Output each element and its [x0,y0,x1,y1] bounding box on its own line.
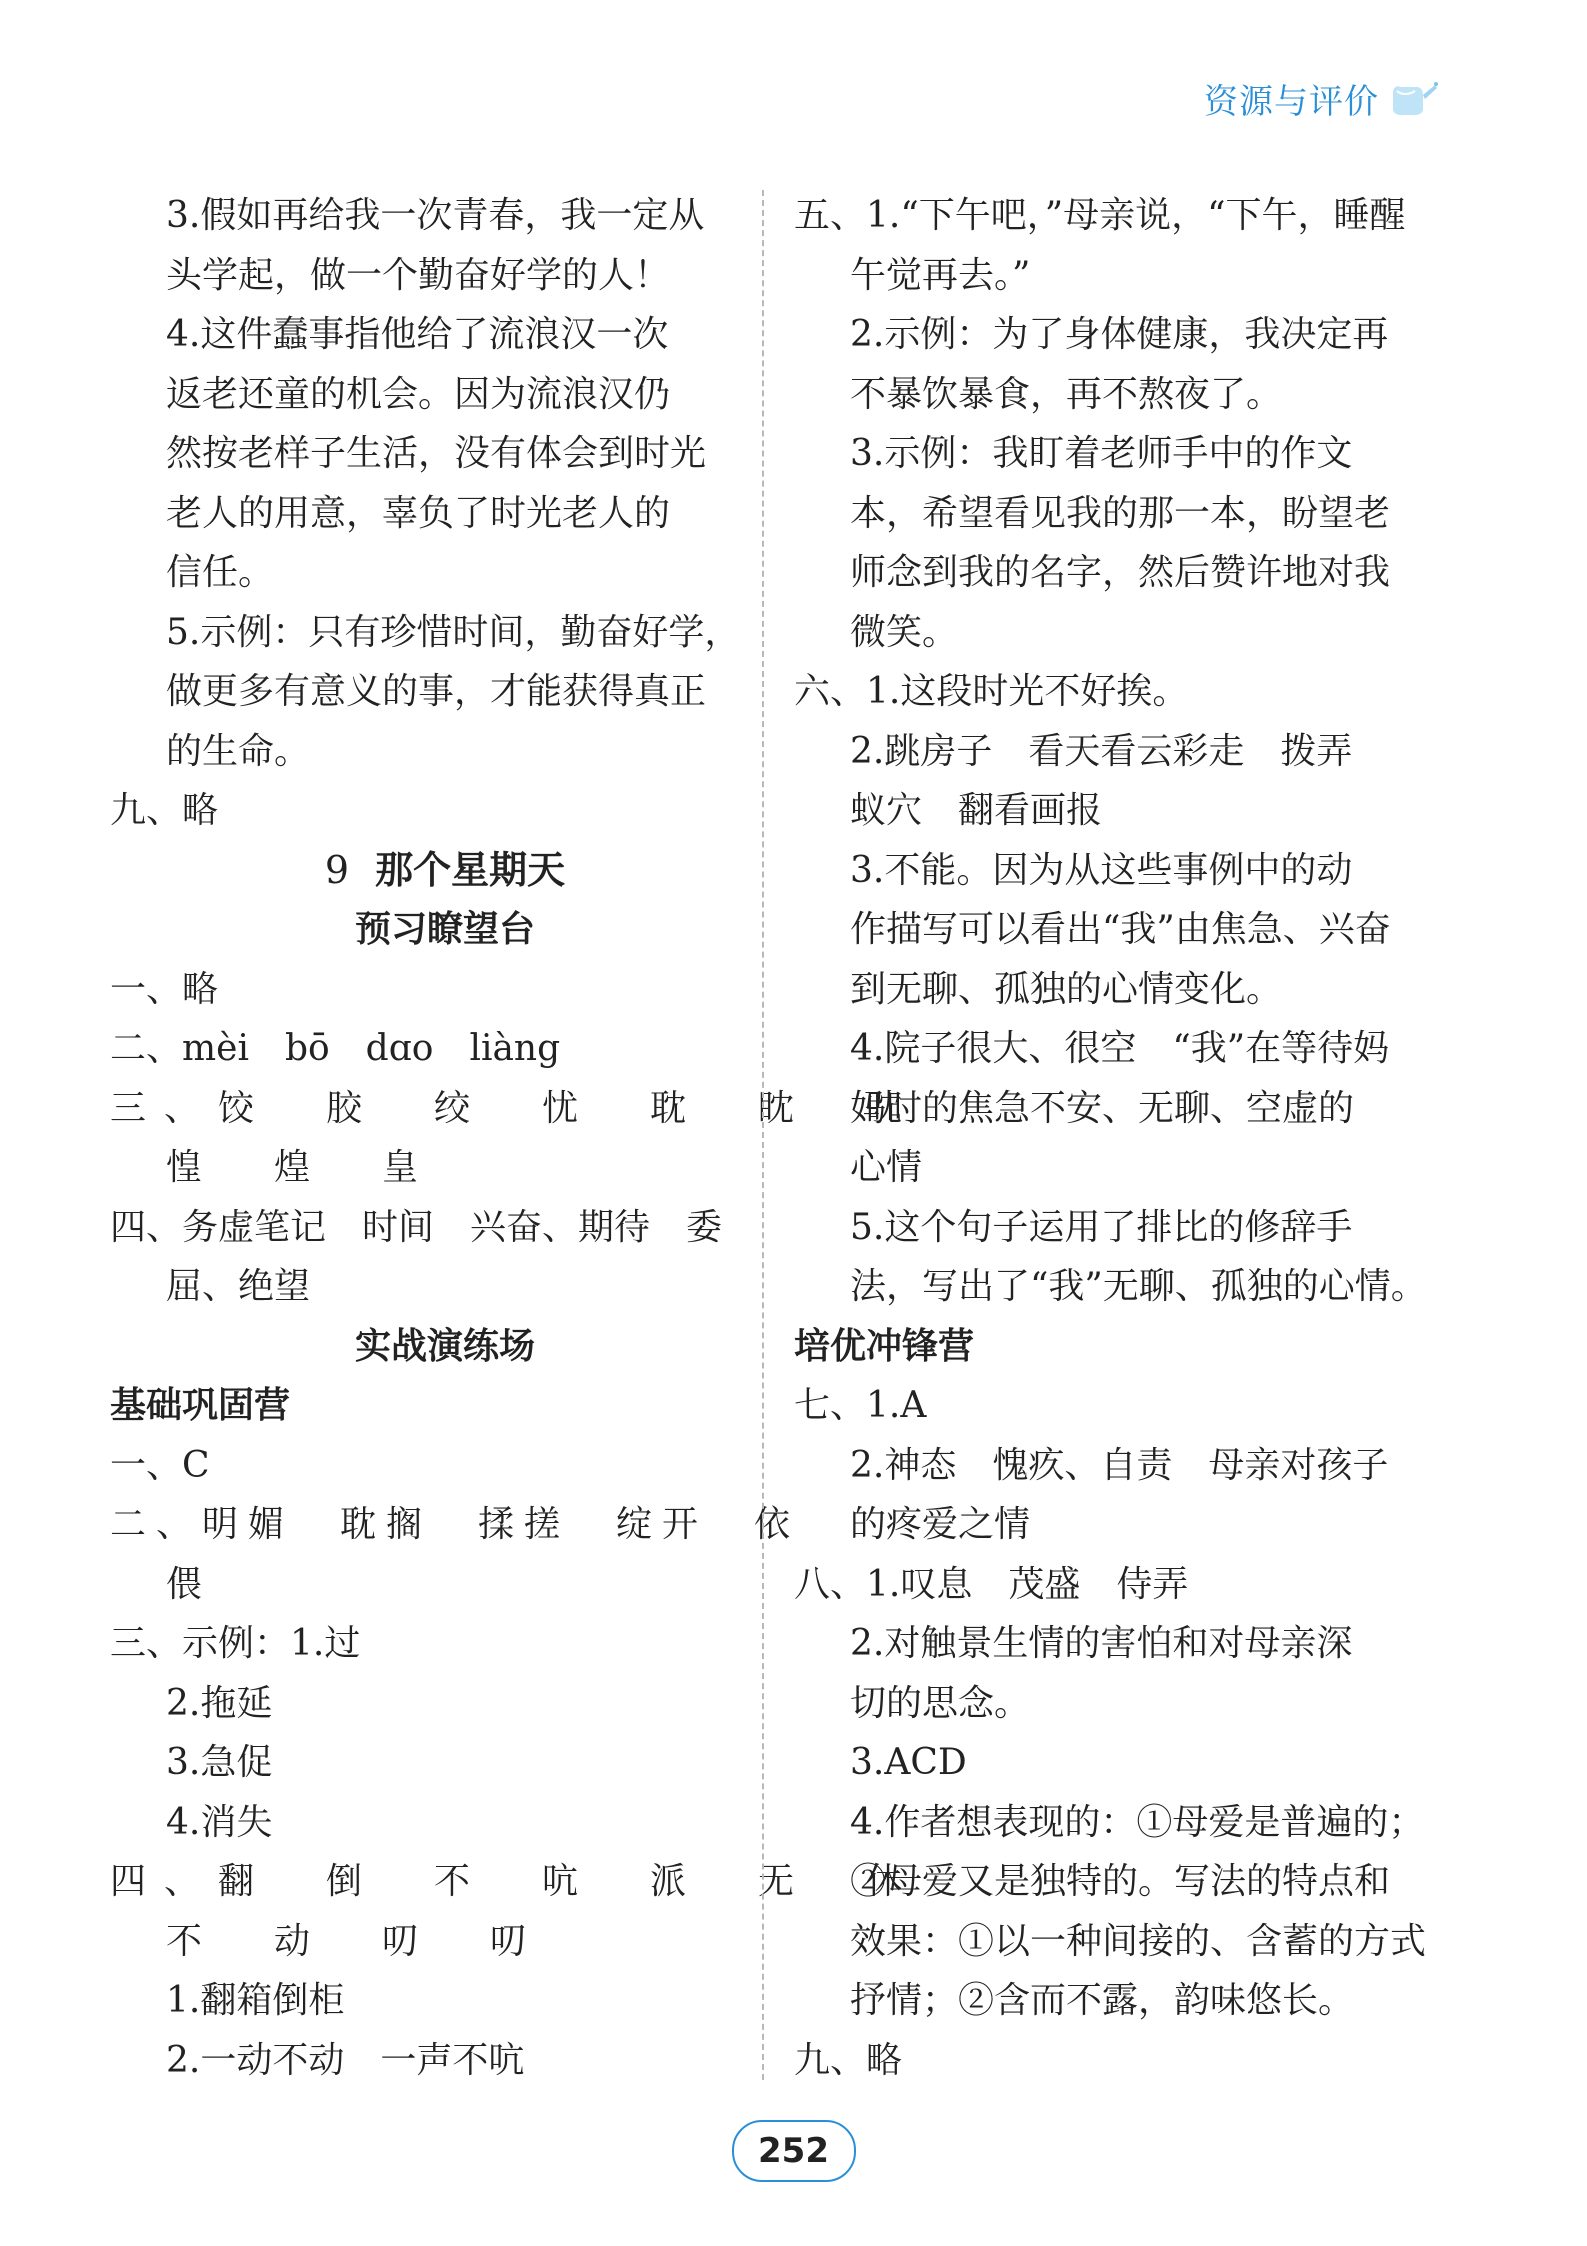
answer-line: 2.神态 愧疚、自责 母亲对孩子 [850,1444,1389,1486]
answer-line: 4.院子很大、很空 “我”在等待妈 [850,1028,1390,1069]
answer-line: 2.对触景生情的害怕和对母亲深 [850,1623,1353,1664]
answer-line: 一、略 [110,968,219,1010]
answer-line: 屈、绝望 [166,1266,311,1307]
answer-line: 3.假如再给我一次青春，我一定从 [166,195,705,236]
answer-line: 不 动 叨 叨 [166,1920,545,1962]
answer-line: 蚁穴 翻看画报 [850,790,1103,831]
answer-line: 切的思念。 [850,1682,1031,1724]
page-header-brand [1204,74,1439,123]
answer-line: 3.ACD [850,1742,967,1783]
answer-line: 本，希望看见我的那一本，盼望老 [850,492,1391,534]
answer-line: 4.这件蠢事指他给了流浪汉一次 [166,314,669,355]
answer-line: 二、mèi bō dɑo liàng [110,1028,561,1069]
answer-line: 抒情；②含而不露，韵味悠长。 [850,1980,1355,2021]
answer-line: 2.示例：为了身体健康，我决定再 [850,314,1389,355]
answer-line: 偎 [166,1563,203,1605]
answer-line: 午觉再去。” [850,254,1031,296]
answer-line: 2.跳房子 看天看云彩走 拨弄 [850,730,1353,772]
answer-line: 作描写可以看出“我”由焦急、兴奋 [850,909,1391,950]
answer-line: 3.急促 [166,1742,273,1783]
answer-line: 五、1.“下午吧，”母亲说，“下午，睡醒 [794,195,1406,236]
answer-line: 四、务虚笔记 时间 兴奋、期待 委 [110,1206,723,1248]
answer-line: 七、1.A [794,1385,927,1426]
answer-line: 的疼爱之情 [850,1504,1031,1545]
answer-line: 九、略 [794,2039,903,2081]
answer-line: 九、略 [110,790,219,831]
answer-line: 惶 煌 皇 [166,1147,437,1188]
answer-line: 2.拖延 [166,1682,273,1724]
answer-line: 不暴饮暴食，再不熬夜了。 [850,373,1283,415]
answer-line: 5.这个句子运用了排比的修辞手 [850,1206,1353,1248]
answer-line: 八、1.叹息 茂盛 侍弄 [794,1563,1189,1605]
answer-line: 的生命。 [166,730,311,772]
answer-line: 六、1.这段时光不好挨。 [794,671,1189,712]
answer-line: 心情 [850,1147,923,1188]
lesson-number: 9 [324,847,350,892]
answer-line: 一、C [110,1444,210,1486]
subsection-heading: 基础巩固营 [110,1385,291,1426]
answer-line: 到无聊、孤独的心情变化。 [850,968,1283,1010]
answer-line: 信任。 [166,552,275,593]
answer-line: 老人的用意，辜负了时光老人的 [166,492,671,534]
answer-line: 效果：①以一种间接的、含蓄的方式 [850,1920,1427,1962]
answer-line: 头学起，做一个勤奋好学的人！ [166,254,671,296]
answer-line: 做更多有意义的事，才能获得真正 [166,671,707,712]
answer-line: 4.作者想表现的：①母爱是普遍的； [850,1801,1425,1843]
lesson-title [110,841,780,901]
section-heading: 预习瞭望台 [354,909,535,950]
answer-line: ②母爱又是独特的。写法的特点和 [850,1861,1391,1902]
watering-can-icon [1387,79,1439,119]
answer-line: 返老还童的机会。因为流浪汉仍 [166,373,671,415]
answer-line: 1.翻箱倒柜 [166,1980,345,2021]
answer-line: 法，写出了“我”无聊、孤独的心情。 [850,1266,1427,1307]
answer-line: 微笑。 [850,611,959,653]
answer-line: 三、饺 胶 绞 忧 耽 眈 眈 [110,1087,921,1129]
answer-line: 2.一动不动 一声不吭 [166,2039,525,2081]
answer-line: 四、翻 倒 不 吭 派 无 休 [110,1861,921,1902]
answer-line: 然按老样子生活，没有体会到时光 [166,433,707,474]
page-number: 252 [732,2120,856,2182]
answer-line: 3.不能。因为从这些事例中的动 [850,849,1353,891]
answer-line: 3.示例：我盯着老师手中的作文 [850,433,1353,474]
answer-line: 三、示例：1.过 [110,1623,361,1664]
answer-line: 5.示例：只有珍惜时间，勤奋好学， [166,611,741,653]
answer-line: 妈时的焦急不安、无聊、空虚的 [850,1087,1355,1129]
right-answer-column [794,186,1454,2090]
section-heading: 实战演练场 [354,1325,535,1367]
answer-line: 师念到我的名字，然后赞许地对我 [850,552,1391,593]
lesson-name: 那个星期天 [375,847,566,892]
answer-line: 二、明媚 耽搁 揉搓 绽开 依 [110,1504,801,1545]
answer-line: 4.消失 [166,1801,273,1843]
brand-text: 资源与评价 [1204,82,1379,122]
subsection-heading: 培优冲锋营 [794,1325,975,1367]
column-divider [762,190,764,2080]
